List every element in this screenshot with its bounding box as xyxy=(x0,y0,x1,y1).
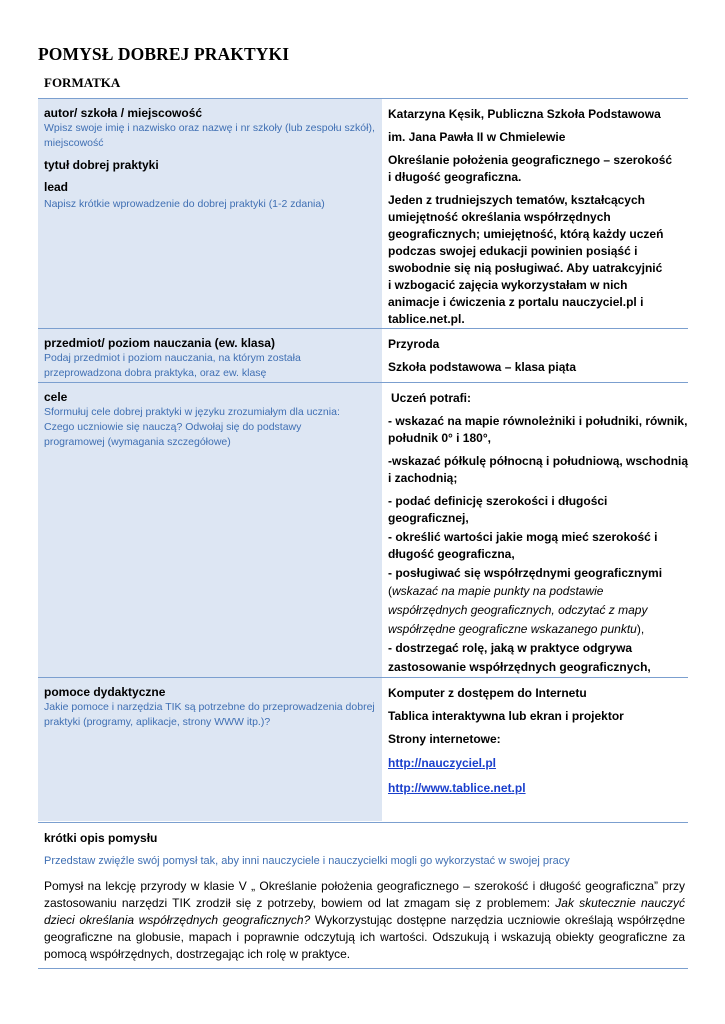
hint-aids: Jakie pomoce i narzędzia TIK są potrzebne do przeprowadzenia dobrej praktyki (programy, aplikacje, strony WWW itp.)? xyxy=(44,701,375,728)
label-aids: pomoce dydaktyczne xyxy=(44,685,166,699)
hint-description: Przedstaw zwięźle swój pomysł tak, aby inni nauczyciele i nauczycielki mogli go wykorzystać w swojej pracy xyxy=(44,855,570,867)
cell-author-labels xyxy=(38,99,382,329)
aid-item-2: Tablica interaktywna lub ekran i projektor xyxy=(388,709,624,723)
cell-goals-values xyxy=(382,383,688,678)
row-author xyxy=(38,99,688,329)
description-text-italic: Jak skutecznie nauczyć dzieci określania współrzędnych geograficznych? xyxy=(44,896,686,927)
form-table xyxy=(38,98,688,821)
row-aids xyxy=(38,678,688,822)
author-value-line1: Katarzyna Kęsik, Publiczna Szkoła Podstawowa xyxy=(388,107,661,121)
author-value-line2: im. Jana Pawła II w Chmielewie xyxy=(388,130,566,144)
goal-item-5-detail xyxy=(388,582,663,639)
row-goals xyxy=(38,383,688,678)
form-subtitle: FORMATKA xyxy=(44,75,121,90)
description-text-part1: Pomysł na lekcję przyrody w klasie V „ Określanie położenia geograficznego – szerokość i długość geograficzna” przy zastosowaniu narzędzi TIK zrodził się z potrzeby, bowiem od lat zmagam się z problemem: xyxy=(44,879,685,910)
row-subject xyxy=(38,329,688,383)
description-text-part2: Wykorzystując dostępne narzędzia uczniowie określają współrzędne geograficzne na globusie, mapach i poprawnie odczytują ich wartości. Odszukują i wskazują obiekty geograficzne za pomocą współrzędnych, dostrzegając ich rolę w praktyce. xyxy=(44,913,685,961)
subject-value-line1: Przyroda xyxy=(388,337,440,351)
cell-subject-labels xyxy=(38,329,382,383)
goals-intro: Uczeń potrafi: xyxy=(391,391,472,405)
title-value: Określanie położenia geograficznego – szerokość i długość geograficzna. xyxy=(388,153,673,184)
goal-item-2: -wskazać półkulę północną i południową, wschodnią i zachodnią; xyxy=(388,454,689,485)
goal-item-5: - posługiwać się współrzędnymi geograficznymi xyxy=(388,566,663,580)
description-section xyxy=(38,822,688,969)
goal-paren-open: ( xyxy=(388,584,392,598)
subject-value-line2: Szkoła podstawowa – klasa piąta xyxy=(388,360,577,374)
aid-item-3: Strony internetowe: xyxy=(388,732,501,746)
hint-subject: Podaj przedmiot i poziom nauczania, na którym została przeprowadzona dobra praktyka, oraz ew. klasę xyxy=(44,352,301,379)
page-title: POMYSŁ DOBREJ PRAKTYKI xyxy=(38,44,290,64)
link-nauczyciel[interactable]: http://nauczyciel.pl xyxy=(388,756,497,770)
hint-goals: Sformułuj cele dobrej praktyki w języku zrozumiałym dla ucznia: Czego uczniowie się nauczą? Odwołaj się do podstawy programowej (wymagania szczegółowe) xyxy=(44,406,340,448)
cell-aids-values xyxy=(382,678,688,822)
label-goals: cele xyxy=(44,390,68,404)
lead-value: Jeden z trudniejszych tematów, kształcących umiejętność określania współrzędnych geograficznych; umiejętność, którą każdy uczeń podczas swojej edukacji powinien posiąść i swobodnie się nią posługiwać. Aby uatrakcyjnić i wzbogacić zajęcia wykorzystałam w nich animacje i ćwiczenia z portalu nauczyciel.pl i tablice.net.pl. xyxy=(388,193,664,326)
goal-item-5-italic: wskazać na mapie punkty na podstawie współrzędnych geograficznych, odczytać z mapy współrzędne geograficzne wskazanego punktu xyxy=(388,584,648,636)
cell-goals-labels xyxy=(38,383,382,678)
label-lead: lead xyxy=(44,180,69,194)
goal-paren-close: ), xyxy=(636,622,645,636)
description-text xyxy=(44,878,685,963)
link-tablice[interactable]: http://www.tablice.net.pl xyxy=(388,781,526,795)
hint-lead: Napisz krótkie wprowadzenie do dobrej praktyki (1-2 zdania) xyxy=(44,198,325,210)
goal-item-4: - określić wartości jakie mogą mieć szerokość i długość geograficzna, xyxy=(388,530,658,561)
goal-item-3: - podać definicję szerokości i długości geograficznej, xyxy=(388,494,608,525)
cell-subject-values xyxy=(382,329,688,383)
label-author: autor/ szkoła / miejscowość xyxy=(44,106,203,120)
cell-aids-labels xyxy=(38,678,382,822)
goal-item-6: - dostrzegać rolę, jaką w praktyce odgrywa zastosowanie współrzędnych geograficznych, xyxy=(388,641,651,674)
aid-item-1: Komputer z dostępem do Internetu xyxy=(388,686,587,700)
cell-author-values xyxy=(382,99,688,329)
hint-author: Wpisz swoje imię i nazwisko oraz nazwę i nr szkoły (lub zespołu szkół), miejscowość xyxy=(44,122,375,149)
label-description: krótki opis pomysłu xyxy=(44,831,158,845)
label-subject: przedmiot/ poziom nauczania (ew. klasa) xyxy=(44,336,275,350)
goal-item-1: - wskazać na mapie równoleżniki i południki, równik, południk 0° i 180°, xyxy=(388,414,688,445)
label-title: tytuł dobrej praktyki xyxy=(44,158,159,172)
